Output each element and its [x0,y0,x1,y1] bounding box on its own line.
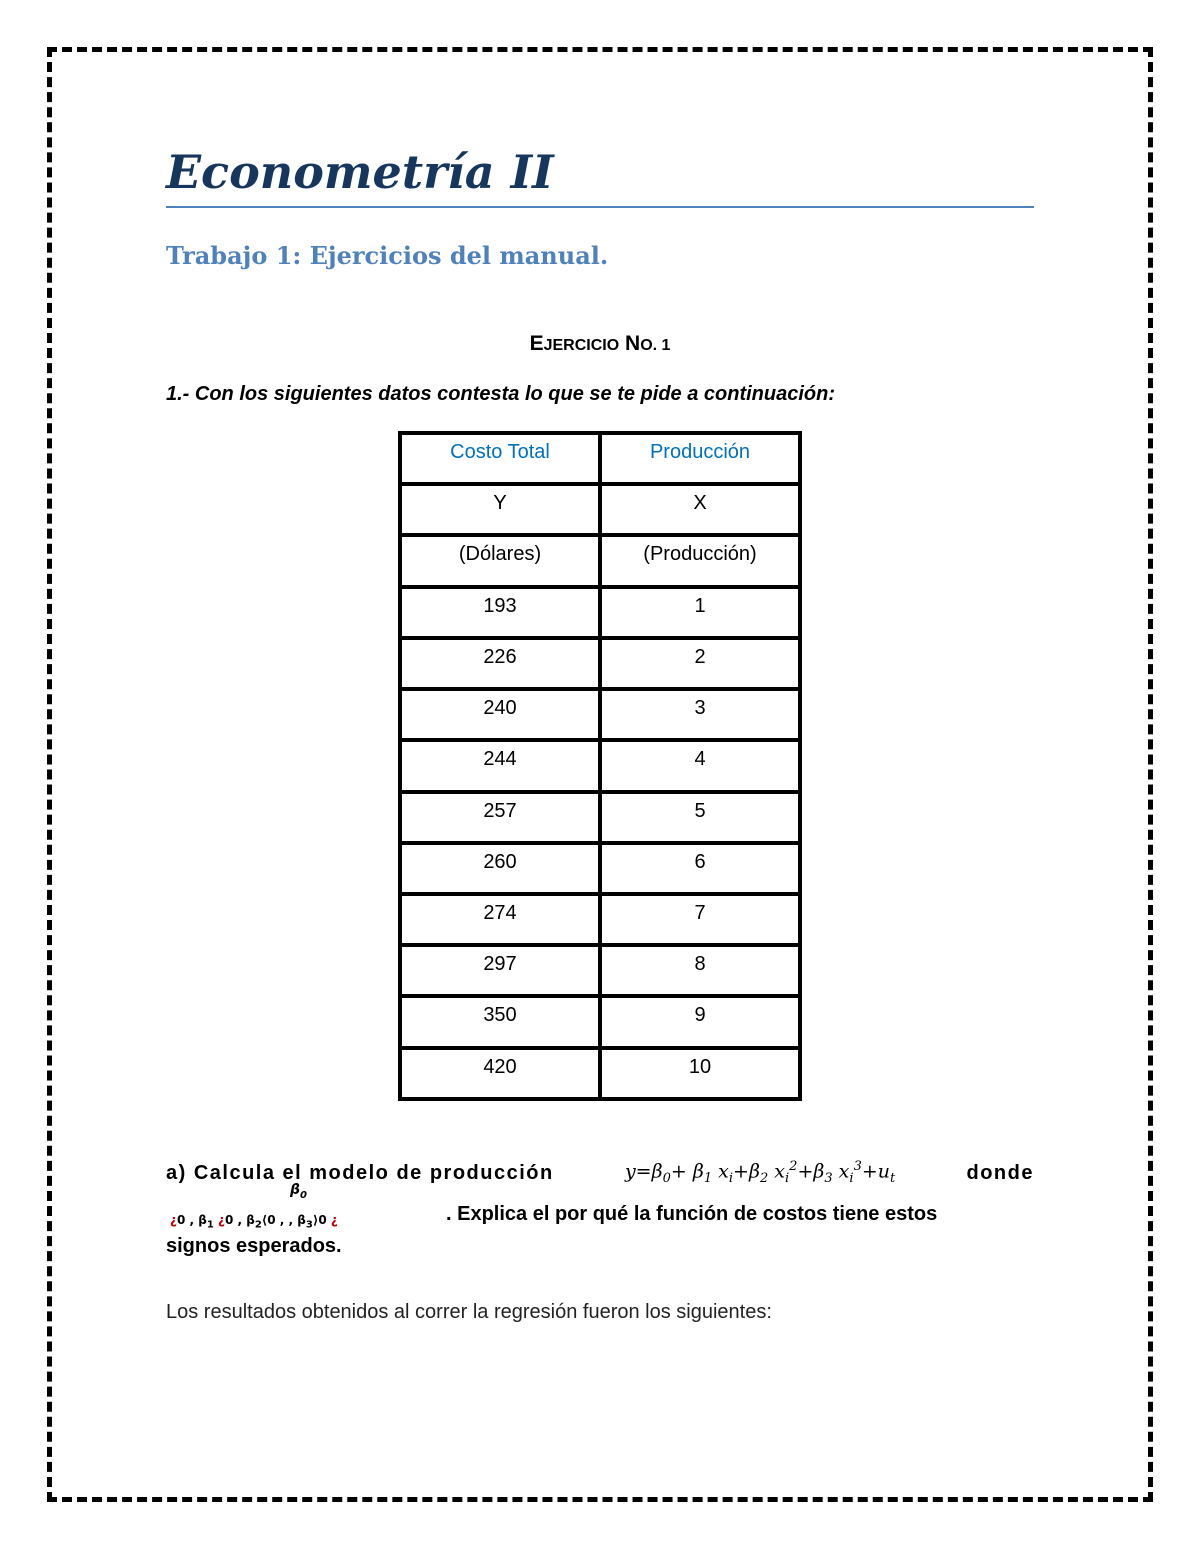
question-a-lead: a) Calcula el modelo de producción [166,1162,554,1184]
table-cell: 1 [600,587,800,638]
table-cell: 4 [600,740,800,791]
table-cell: 7 [600,894,800,945]
table-cell: 350 [400,996,600,1047]
table-row [400,792,800,843]
table-cell: 6 [600,843,800,894]
table-row [400,894,800,945]
model-formula: $y=\beta_0+ \beta_1$ $x_i+\beta_2$ $x_i^2+\beta_3$ $x_i^3+u_t$ [624,1158,896,1187]
donde-label: donde [966,1162,1034,1184]
question-a-explain-cont: signos esperados. [166,1235,342,1257]
table-cell: 2 [600,638,800,689]
question-a-explain: . Explica el por qué la función de costos tiene estos [446,1203,938,1225]
table-cell: 244 [400,740,600,791]
table-cell: 226 [400,638,600,689]
table-cell: 274 [400,894,600,945]
table-cell: 10 [600,1048,800,1099]
table-row [400,587,800,638]
table-cell: 240 [400,689,600,740]
table-row [400,843,800,894]
results-intro: Los resultados obtenidos al correr la regresión fueron los siguientes: [166,1301,772,1323]
document-title: Econometría II [166,145,554,199]
table-row [400,996,800,1047]
table-row [400,740,800,791]
table-header-row [400,433,800,484]
table-cell: 257 [400,792,600,843]
table-cell: Y [400,484,600,535]
table-cell: 420 [400,1048,600,1099]
table-cell: 260 [400,843,600,894]
exercise-intro: 1.- Con los siguientes datos contesta lo que se te pide a continuación: [166,383,835,405]
title-rule [166,206,1034,208]
table-row [400,638,800,689]
table-cell: 193 [400,587,600,638]
question-a [166,1150,1034,1262]
table-symbol-row [400,484,800,535]
table-row [400,1048,800,1099]
table-cell: (Producción) [600,535,800,586]
table-cell: 9 [600,996,800,1047]
document-subtitle: Trabajo 1: Ejercicios del manual. [166,241,609,270]
table-cell: 3 [600,689,800,740]
data-table [398,431,802,1101]
table-cell: Costo Total [400,433,600,484]
table-cell: 297 [400,945,600,996]
table-row [400,689,800,740]
expected-signs: $\beta_0$ ¿0 , $\beta_1$ ¿0 , $\beta_2⟨0$ , , $\beta_3⟩0$ ¿ [166,1196,436,1232]
table-row [400,945,800,996]
beta0-label: $\beta_0$ [290,1182,307,1201]
table-units-row [400,535,800,586]
table-cell: 8 [600,945,800,996]
exercise-heading: EJERCICIO NO. 1 [529,332,671,355]
table-cell: X [600,484,800,535]
table-cell: 5 [600,792,800,843]
table-cell: (Dólares) [400,535,600,586]
table-cell: Producción [600,433,800,484]
